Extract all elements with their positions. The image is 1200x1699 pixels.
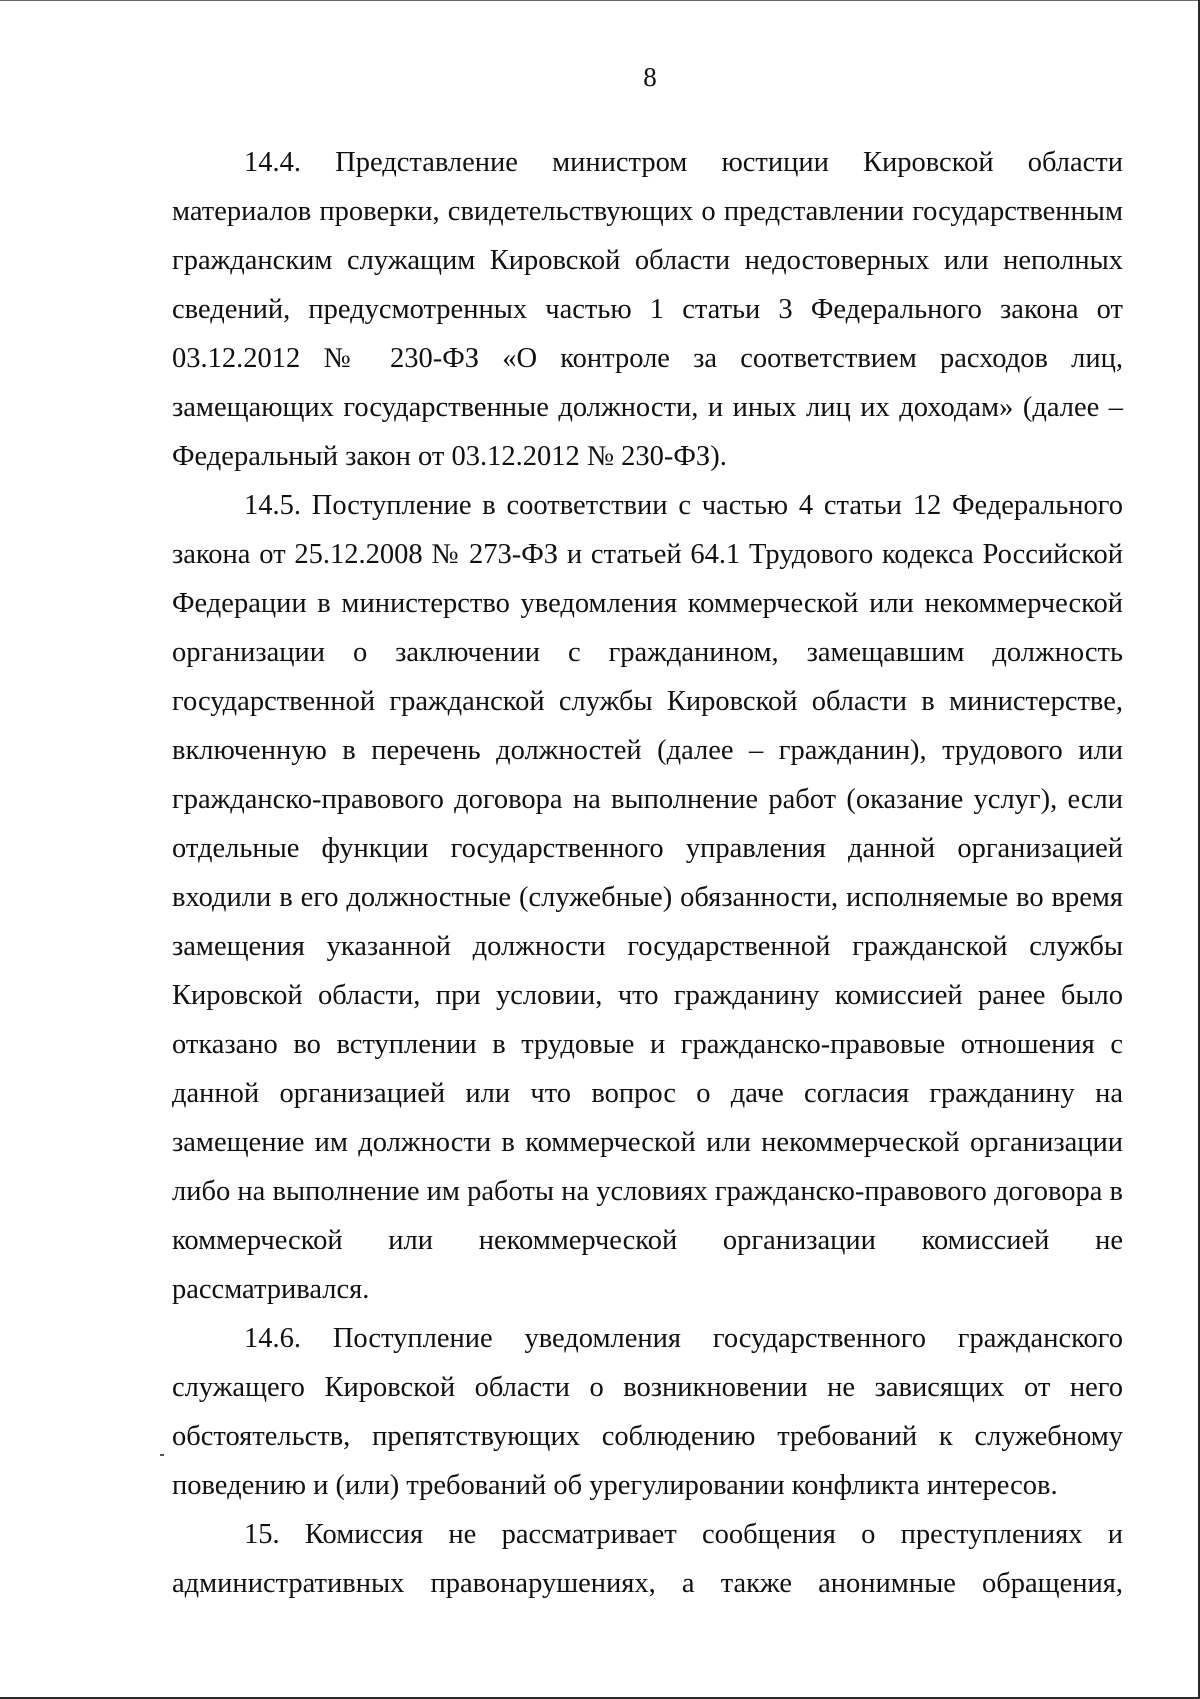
paragraph-14-6: 14.6. Поступление уведомления государственного гражданского служащего Кировской области о возникновении не зависящих от него обстоятельств, препятствующих соблюдению требований к служебному поведению и (или) требований об урегулировании конфликта интересов.: [172, 1323, 1123, 1501]
paragraph-14-4: 14.4. Представление министром юстиции Кировской области материалов проверки, свидетельствующих о представлении государственным гражданским служащим Кировской области недостоверных или неполных сведений, предусмотренных частью 1 статьи 3 Федерального закона от 03.12.2012 № 230-ФЗ «О контроле за соответствием расходов лиц, замещающих государственные должности, и иных лиц их доходам» (далее – Федеральный закон от 03.12.2012 № 230-ФЗ).: [172, 147, 1123, 472]
document-body: [172, 138, 1123, 1608]
scan-edge-top: [0, 0, 1200, 1]
scan-speck: [160, 1454, 164, 1456]
paragraph-15: 15. Комиссия не рассматривает сообщения о преступлениях и административных правонарушениях, а также анонимные обращения,: [172, 1519, 1123, 1599]
paragraph-14-5: 14.5. Поступление в соответствии с частью 4 статьи 12 Федерального закона от 25.12.2008 № 273-ФЗ и статьей 64.1 Трудового кодекса Российской Федерации в министерство уведомления коммерческой или некоммерческой организации о заключении с гражданином, замещавшим должность государственной гражданской службы Кировской области в министерстве, включенную в перечень должностей (далее – гражданин), трудового или гражданско-правового договора на выполнение работ (оказание услуг), если отдельные функции государственного управления данной организацией входили в его должностные (служебные) обязанности, исполняемые во время замещения указанной должности государственной гражданской службы Кировской области, при условии, что гражданину комиссией ранее было отказано во вступлении в трудовые и гражданско-правовые отношения с данной организацией или что вопрос о даче согласия гражданину на замещение им должности в коммерческой или некоммерческой организации либо на выполнение им работы на условиях гражданско-правового договора в коммерческой или некоммерческой организации комиссией не рассматривался.: [172, 490, 1123, 1305]
page-number: 8: [643, 62, 657, 92]
